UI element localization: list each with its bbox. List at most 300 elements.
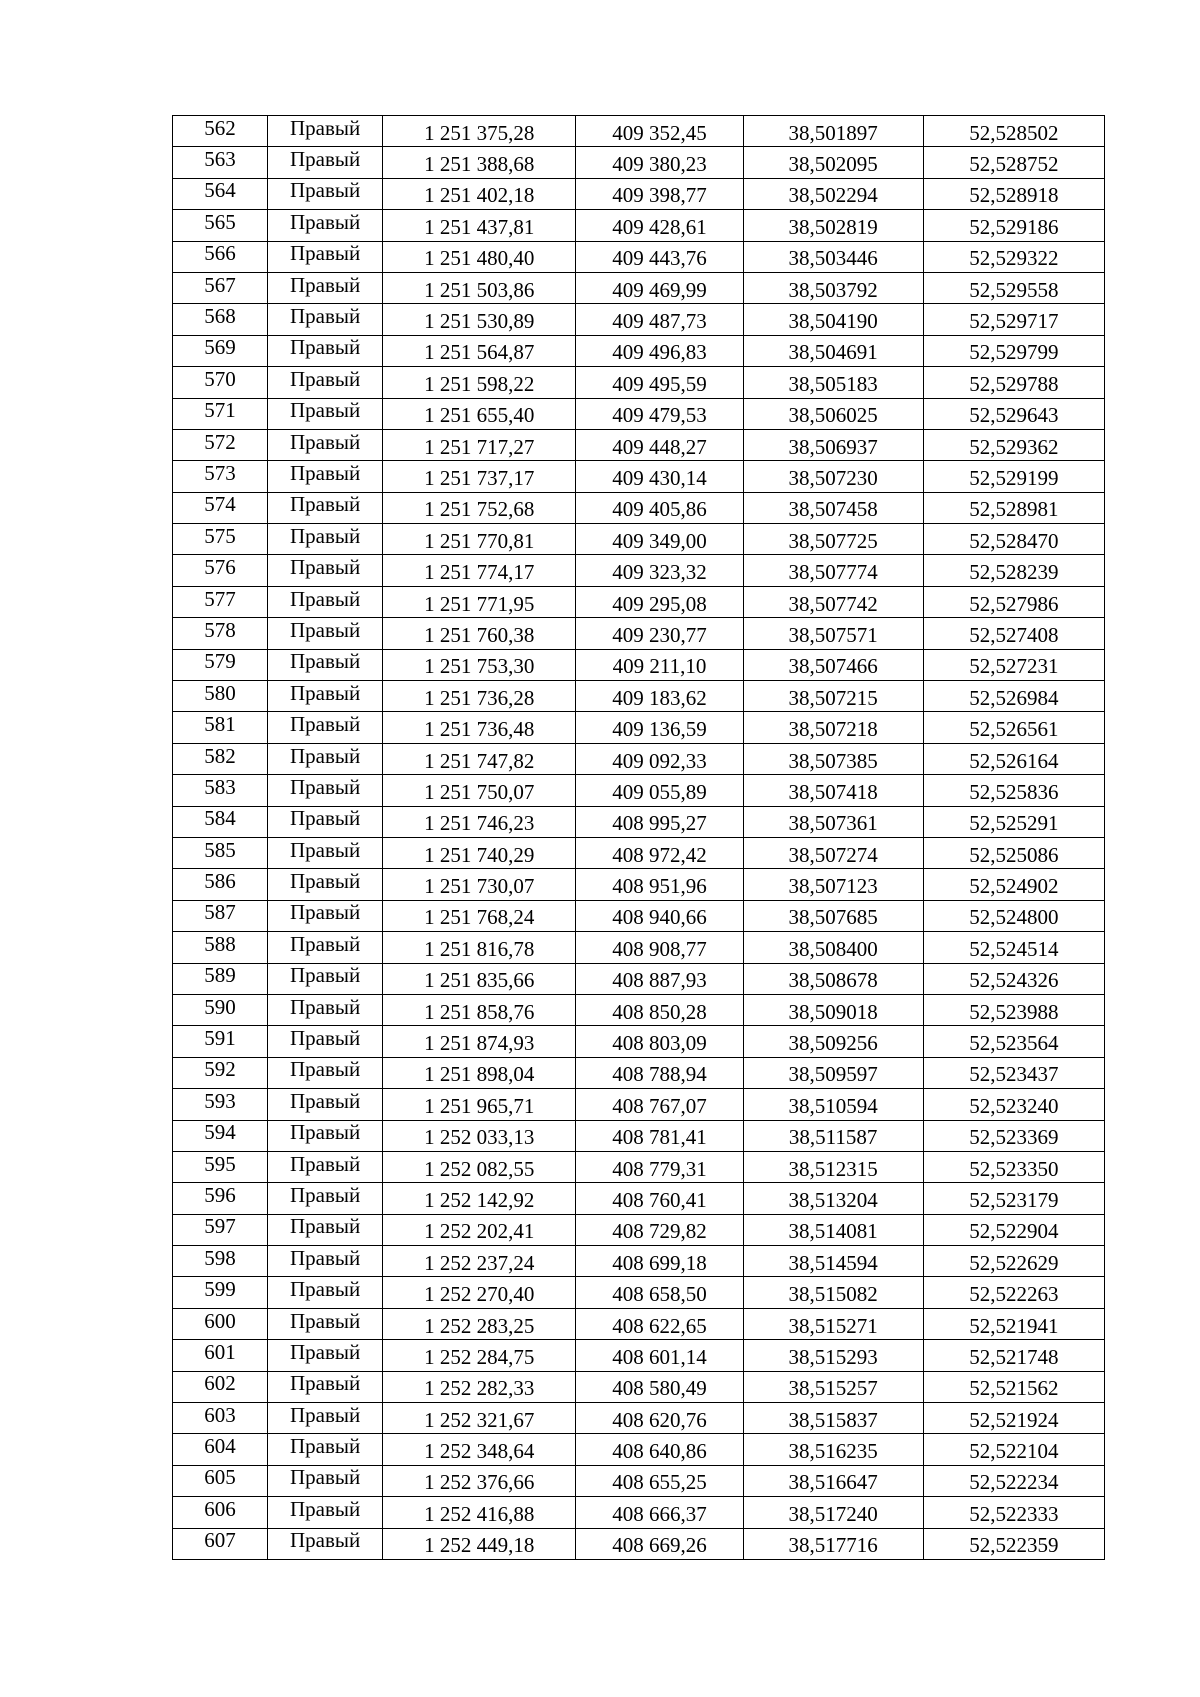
longitude-text: 38,507361	[788, 811, 878, 836]
coord-x-text: 1 252 202,41	[424, 1219, 535, 1244]
table-row	[173, 524, 1105, 555]
table-row	[173, 1497, 1105, 1528]
table-row	[173, 618, 1105, 649]
point-number-cell	[173, 586, 268, 617]
coord-y-cell	[576, 304, 743, 335]
coord-y-cell	[576, 555, 743, 586]
coord-y-text: 409 443,76	[612, 246, 707, 271]
coord-x-text: 1 252 283,25	[424, 1313, 535, 1338]
latitude-text: 52,525291	[969, 811, 1059, 836]
coord-x-text: 1 251 737,17	[424, 465, 535, 490]
point-number-cell	[173, 304, 268, 335]
coord-y-text: 408 620,76	[612, 1407, 707, 1432]
bank-side-text: Правый	[290, 1057, 361, 1082]
latitude-cell	[923, 116, 1104, 147]
coord-x-cell	[383, 806, 576, 837]
point-number-text: 584	[204, 806, 236, 831]
table-row	[173, 1528, 1105, 1559]
longitude-text: 38,515082	[788, 1282, 878, 1307]
bank-side-cell	[268, 272, 383, 303]
coord-x-text: 1 251 774,17	[424, 560, 535, 585]
longitude-text: 38,504190	[788, 309, 878, 334]
point-number-cell	[173, 1151, 268, 1182]
bank-side-text: Правый	[290, 649, 361, 674]
point-number-cell	[173, 1120, 268, 1151]
point-number-cell	[173, 335, 268, 366]
coord-y-text: 408 951,96	[612, 874, 707, 899]
coord-y-cell	[576, 1120, 743, 1151]
latitude-cell	[923, 335, 1104, 366]
coord-y-text: 408 699,18	[612, 1250, 707, 1275]
latitude-text: 52,528918	[969, 183, 1059, 208]
latitude-cell	[923, 524, 1104, 555]
bank-side-cell	[268, 335, 383, 366]
latitude-text: 52,528981	[969, 497, 1059, 522]
table-row	[173, 1371, 1105, 1402]
point-number-text: 591	[204, 1026, 236, 1051]
bank-side-cell	[268, 586, 383, 617]
coord-y-text: 409 469,99	[612, 277, 707, 302]
bank-side-cell	[268, 1497, 383, 1528]
latitude-text: 52,521924	[969, 1407, 1059, 1432]
longitude-text: 38,512315	[788, 1156, 878, 1181]
longitude-cell	[743, 900, 923, 931]
longitude-cell	[743, 743, 923, 774]
bank-side-text: Правый	[290, 460, 361, 485]
longitude-cell	[743, 1371, 923, 1402]
coord-x-cell	[383, 398, 576, 429]
point-number-cell	[173, 932, 268, 963]
longitude-cell	[743, 210, 923, 241]
point-number-cell	[173, 210, 268, 241]
longitude-cell	[743, 492, 923, 523]
bank-side-text: Правый	[290, 335, 361, 360]
longitude-cell	[743, 555, 923, 586]
longitude-text: 38,507685	[788, 905, 878, 930]
coord-y-cell	[576, 1340, 743, 1371]
point-number-text: 580	[204, 680, 236, 705]
point-number-text: 602	[204, 1371, 236, 1396]
latitude-text: 52,529788	[969, 371, 1059, 396]
table-row	[173, 1214, 1105, 1245]
coord-x-text: 1 251 530,89	[424, 309, 535, 334]
coord-x-text: 1 252 284,75	[424, 1344, 535, 1369]
coord-x-cell	[383, 147, 576, 178]
longitude-text: 38,506025	[788, 403, 878, 428]
longitude-text: 38,517716	[788, 1533, 878, 1558]
bank-side-text: Правый	[290, 272, 361, 297]
latitude-cell	[923, 178, 1104, 209]
bank-side-text: Правый	[290, 115, 361, 140]
latitude-text: 52,523350	[969, 1156, 1059, 1181]
latitude-text: 52,521941	[969, 1313, 1059, 1338]
longitude-cell	[743, 178, 923, 209]
coord-x-text: 1 251 564,87	[424, 340, 535, 365]
point-number-cell	[173, 524, 268, 555]
bank-side-text: Правый	[290, 523, 361, 548]
longitude-cell	[743, 649, 923, 680]
latitude-text: 52,525836	[969, 779, 1059, 804]
bank-side-text: Правый	[290, 147, 361, 172]
coord-x-cell	[383, 1528, 576, 1559]
latitude-text: 52,527986	[969, 591, 1059, 616]
longitude-cell	[743, 586, 923, 617]
latitude-text: 52,526984	[969, 685, 1059, 710]
coord-y-cell	[576, 743, 743, 774]
latitude-cell	[923, 837, 1104, 868]
point-number-text: 586	[204, 869, 236, 894]
coord-x-text: 1 251 753,30	[424, 654, 535, 679]
longitude-text: 38,508400	[788, 936, 878, 961]
coord-y-text: 408 788,94	[612, 1062, 707, 1087]
table-row	[173, 681, 1105, 712]
coord-y-text: 408 779,31	[612, 1156, 707, 1181]
coord-y-cell	[576, 492, 743, 523]
latitude-text: 52,529186	[969, 214, 1059, 239]
longitude-cell	[743, 524, 923, 555]
longitude-cell	[743, 1026, 923, 1057]
coord-y-text: 409 487,73	[612, 309, 707, 334]
coord-x-cell	[383, 681, 576, 712]
longitude-text: 38,507774	[788, 560, 878, 585]
coord-y-cell	[576, 1246, 743, 1277]
coord-y-cell	[576, 681, 743, 712]
coord-y-text: 408 972,42	[612, 842, 707, 867]
point-number-cell	[173, 681, 268, 712]
longitude-text: 38,509018	[788, 999, 878, 1024]
longitude-cell	[743, 1465, 923, 1496]
bank-side-cell	[268, 1183, 383, 1214]
coord-y-text: 409 380,23	[612, 152, 707, 177]
longitude-text: 38,507230	[788, 465, 878, 490]
longitude-cell	[743, 963, 923, 994]
bank-side-text: Правый	[290, 1026, 361, 1051]
table-row	[173, 429, 1105, 460]
point-number-text: 607	[204, 1528, 236, 1553]
longitude-cell	[743, 1403, 923, 1434]
bank-side-text: Правый	[290, 1151, 361, 1176]
longitude-text: 38,516235	[788, 1439, 878, 1464]
longitude-text: 38,514594	[788, 1250, 878, 1275]
coord-x-text: 1 251 746,23	[424, 811, 535, 836]
bank-side-cell	[268, 994, 383, 1025]
coord-x-text: 1 252 270,40	[424, 1282, 535, 1307]
coord-x-text: 1 251 736,28	[424, 685, 535, 710]
point-number-cell	[173, 775, 268, 806]
coord-x-text: 1 252 033,13	[424, 1125, 535, 1150]
bank-side-cell	[268, 1403, 383, 1434]
table-row	[173, 743, 1105, 774]
coord-x-text: 1 251 965,71	[424, 1093, 535, 1118]
point-number-text: 583	[204, 774, 236, 799]
latitude-text: 52,529717	[969, 309, 1059, 334]
coord-x-cell	[383, 116, 576, 147]
point-number-cell	[173, 1026, 268, 1057]
bank-side-cell	[268, 178, 383, 209]
table-row	[173, 837, 1105, 868]
coord-x-text: 1 251 598,22	[424, 371, 535, 396]
coord-y-text: 409 230,77	[612, 622, 707, 647]
table-row	[173, 1434, 1105, 1465]
bank-side-text: Правый	[290, 1308, 361, 1333]
longitude-cell	[743, 775, 923, 806]
latitude-text: 52,523179	[969, 1187, 1059, 1212]
latitude-text: 52,525086	[969, 842, 1059, 867]
table-row	[173, 1277, 1105, 1308]
longitude-text: 38,502294	[788, 183, 878, 208]
coord-y-cell	[576, 994, 743, 1025]
coord-x-cell	[383, 837, 576, 868]
latitude-text: 52,529643	[969, 403, 1059, 428]
bank-side-cell	[268, 1026, 383, 1057]
longitude-cell	[743, 1340, 923, 1371]
table-row	[173, 1057, 1105, 1088]
latitude-cell	[923, 900, 1104, 931]
coord-x-text: 1 251 402,18	[424, 183, 535, 208]
latitude-cell	[923, 994, 1104, 1025]
coord-x-cell	[383, 304, 576, 335]
table-row	[173, 1026, 1105, 1057]
coord-x-text: 1 251 717,27	[424, 434, 535, 459]
table-row	[173, 116, 1105, 147]
coord-y-text: 409 495,59	[612, 371, 707, 396]
longitude-cell	[743, 335, 923, 366]
point-number-cell	[173, 1434, 268, 1465]
bank-side-cell	[268, 869, 383, 900]
coord-y-cell	[576, 524, 743, 555]
bank-side-cell	[268, 1277, 383, 1308]
longitude-text: 38,515837	[788, 1407, 878, 1432]
longitude-text: 38,507725	[788, 528, 878, 553]
coord-y-cell	[576, 1371, 743, 1402]
coord-y-text: 409 295,08	[612, 591, 707, 616]
bank-side-text: Правый	[290, 366, 361, 391]
coord-y-text: 409 136,59	[612, 717, 707, 742]
point-number-text: 579	[204, 649, 236, 674]
coord-y-cell	[576, 869, 743, 900]
table-row	[173, 586, 1105, 617]
coord-x-cell	[383, 461, 576, 492]
latitude-cell	[923, 555, 1104, 586]
coord-x-text: 1 251 874,93	[424, 1031, 535, 1056]
bank-side-text: Правый	[290, 712, 361, 737]
bank-side-cell	[268, 618, 383, 649]
longitude-cell	[743, 1089, 923, 1120]
coord-y-text: 409 349,00	[612, 528, 707, 553]
point-number-cell	[173, 649, 268, 680]
coord-x-cell	[383, 963, 576, 994]
point-number-cell	[173, 1057, 268, 1088]
coord-y-cell	[576, 1528, 743, 1559]
longitude-cell	[743, 837, 923, 868]
point-number-text: 590	[204, 994, 236, 1019]
longitude-text: 38,504691	[788, 340, 878, 365]
coord-y-cell	[576, 1434, 743, 1465]
coord-x-cell	[383, 586, 576, 617]
longitude-text: 38,507218	[788, 717, 878, 742]
coord-y-cell	[576, 963, 743, 994]
latitude-text: 52,527231	[969, 654, 1059, 679]
table-row	[173, 1183, 1105, 1214]
longitude-text: 38,515271	[788, 1313, 878, 1338]
bank-side-cell	[268, 681, 383, 712]
latitude-text: 52,522263	[969, 1282, 1059, 1307]
bank-side-text: Правый	[290, 555, 361, 580]
latitude-text: 52,526561	[969, 717, 1059, 742]
bank-side-cell	[268, 963, 383, 994]
point-number-text: 569	[204, 335, 236, 360]
bank-side-cell	[268, 1214, 383, 1245]
bank-side-cell	[268, 116, 383, 147]
table-row	[173, 963, 1105, 994]
bank-side-text: Правый	[290, 1214, 361, 1239]
longitude-text: 38,505183	[788, 371, 878, 396]
latitude-cell	[923, 932, 1104, 963]
point-number-text: 601	[204, 1339, 236, 1364]
latitude-text: 52,524326	[969, 968, 1059, 993]
latitude-cell	[923, 1277, 1104, 1308]
longitude-cell	[743, 1434, 923, 1465]
latitude-cell	[923, 1340, 1104, 1371]
latitude-cell	[923, 869, 1104, 900]
coord-y-cell	[576, 398, 743, 429]
coord-x-text: 1 252 348,64	[424, 1439, 535, 1464]
coord-x-cell	[383, 932, 576, 963]
point-number-cell	[173, 1277, 268, 1308]
coord-x-cell	[383, 994, 576, 1025]
point-number-text: 594	[204, 1120, 236, 1145]
point-number-cell	[173, 1340, 268, 1371]
bank-side-cell	[268, 210, 383, 241]
coord-x-cell	[383, 1465, 576, 1496]
point-number-text: 587	[204, 900, 236, 925]
longitude-cell	[743, 241, 923, 272]
coord-x-text: 1 252 321,67	[424, 1407, 535, 1432]
table-row	[173, 900, 1105, 931]
coord-x-cell	[383, 241, 576, 272]
coord-x-cell	[383, 743, 576, 774]
point-number-text: 571	[204, 398, 236, 423]
table-row	[173, 398, 1105, 429]
coord-y-cell	[576, 335, 743, 366]
latitude-cell	[923, 1246, 1104, 1277]
coord-y-text: 409 405,86	[612, 497, 707, 522]
table-row	[173, 649, 1105, 680]
table-row	[173, 1246, 1105, 1277]
coord-y-text: 409 092,33	[612, 748, 707, 773]
coord-y-cell	[576, 1151, 743, 1182]
longitude-text: 38,514081	[788, 1219, 878, 1244]
point-number-text: 589	[204, 963, 236, 988]
coord-y-text: 409 430,14	[612, 465, 707, 490]
latitude-cell	[923, 461, 1104, 492]
bank-side-text: Правый	[290, 617, 361, 642]
latitude-cell	[923, 492, 1104, 523]
latitude-text: 52,522629	[969, 1250, 1059, 1275]
coord-x-cell	[383, 210, 576, 241]
bank-side-cell	[268, 1246, 383, 1277]
coord-y-cell	[576, 116, 743, 147]
coord-x-text: 1 252 416,88	[424, 1501, 535, 1526]
point-number-text: 562	[204, 115, 236, 140]
longitude-cell	[743, 712, 923, 743]
point-number-cell	[173, 147, 268, 178]
table-row	[173, 932, 1105, 963]
bank-side-cell	[268, 1434, 383, 1465]
latitude-cell	[923, 618, 1104, 649]
latitude-text: 52,529362	[969, 434, 1059, 459]
table-row	[173, 775, 1105, 806]
bank-side-text: Правый	[290, 1434, 361, 1459]
latitude-cell	[923, 1151, 1104, 1182]
bank-side-cell	[268, 1089, 383, 1120]
latitude-text: 52,521748	[969, 1344, 1059, 1369]
latitude-text: 52,527408	[969, 622, 1059, 647]
bank-side-cell	[268, 492, 383, 523]
longitude-text: 38,502095	[788, 152, 878, 177]
longitude-cell	[743, 429, 923, 460]
longitude-cell	[743, 1057, 923, 1088]
table-row	[173, 1308, 1105, 1339]
longitude-text: 38,509597	[788, 1062, 878, 1087]
point-number-cell	[173, 900, 268, 931]
point-number-cell	[173, 1308, 268, 1339]
coord-y-text: 408 760,41	[612, 1187, 707, 1212]
longitude-text: 38,507742	[788, 591, 878, 616]
longitude-cell	[743, 398, 923, 429]
table-row	[173, 555, 1105, 586]
coord-y-cell	[576, 1089, 743, 1120]
point-number-text: 585	[204, 837, 236, 862]
longitude-cell	[743, 116, 923, 147]
coordinates-table-body	[173, 116, 1105, 1560]
latitude-cell	[923, 1497, 1104, 1528]
point-number-cell	[173, 492, 268, 523]
coord-x-cell	[383, 1057, 576, 1088]
table-row	[173, 272, 1105, 303]
coord-x-text: 1 251 770,81	[424, 528, 535, 553]
coord-y-cell	[576, 241, 743, 272]
bank-side-cell	[268, 1308, 383, 1339]
point-number-text: 568	[204, 304, 236, 329]
bank-side-cell	[268, 649, 383, 680]
bank-side-text: Правый	[290, 492, 361, 517]
coord-y-text: 408 940,66	[612, 905, 707, 930]
coord-x-cell	[383, 555, 576, 586]
coord-y-text: 408 655,25	[612, 1470, 707, 1495]
coord-x-cell	[383, 1434, 576, 1465]
longitude-text: 38,506937	[788, 434, 878, 459]
latitude-cell	[923, 1026, 1104, 1057]
point-number-text: 599	[204, 1277, 236, 1302]
coord-y-text: 408 658,50	[612, 1282, 707, 1307]
table-row	[173, 304, 1105, 335]
coord-y-cell	[576, 1183, 743, 1214]
coord-y-cell	[576, 210, 743, 241]
point-number-text: 604	[204, 1434, 236, 1459]
point-number-text: 593	[204, 1088, 236, 1113]
coord-y-text: 409 183,62	[612, 685, 707, 710]
bank-side-text: Правый	[290, 304, 361, 329]
longitude-cell	[743, 1277, 923, 1308]
latitude-text: 52,529322	[969, 246, 1059, 271]
latitude-text: 52,522904	[969, 1219, 1059, 1244]
point-number-text: 573	[204, 460, 236, 485]
coord-y-cell	[576, 1403, 743, 1434]
coord-x-text: 1 251 437,81	[424, 214, 535, 239]
bank-side-cell	[268, 932, 383, 963]
longitude-cell	[743, 461, 923, 492]
